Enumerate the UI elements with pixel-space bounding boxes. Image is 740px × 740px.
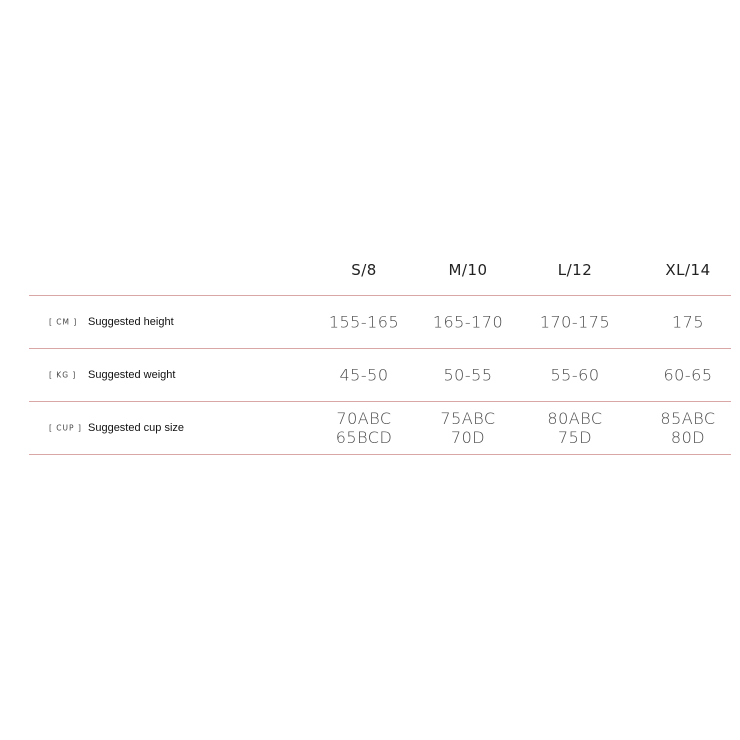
height-cell-l <box>520 313 630 332</box>
cell-value: 165-170 <box>432 312 504 332</box>
cell-value-line2: 65BCD <box>335 428 393 447</box>
cell-value-line2: 75D <box>557 428 593 447</box>
size-chart-table <box>29 255 731 455</box>
cup-row-label: Suggested cup size <box>88 422 185 434</box>
cell-value-line2: 80D <box>670 428 706 447</box>
height-row <box>29 296 731 348</box>
weight-row <box>29 349 731 401</box>
cell-value: 45-50 <box>339 365 389 385</box>
unit-label-cm: [ CM ] <box>49 317 78 327</box>
cup-cell-s <box>309 409 419 447</box>
height-cell-xl <box>633 313 740 332</box>
cup-cell-m <box>413 409 523 447</box>
unit-label-kg: [ KG ] <box>49 370 77 380</box>
cell-value: 175 <box>671 312 705 332</box>
cup-cell-xl <box>633 409 740 447</box>
unit-label-cup: [ CUP ] <box>49 423 82 433</box>
size-header-row <box>29 255 731 295</box>
divider <box>29 454 731 455</box>
weight-row-label: Suggested weight <box>88 369 176 381</box>
cell-value: 50-55 <box>443 365 493 385</box>
cell-value: 55-60 <box>550 365 600 385</box>
cup-row <box>29 402 731 454</box>
cell-value: 155-165 <box>328 312 400 332</box>
size-header-s: S/8 <box>351 261 377 279</box>
cell-value-line1: 70ABC <box>336 409 392 428</box>
weight-cell-m <box>413 366 523 385</box>
cell-value: 60-65 <box>663 365 713 385</box>
cell-value-line1: 85ABC <box>660 409 716 428</box>
height-row-label: Suggested height <box>88 316 174 328</box>
height-cell-s <box>309 313 419 332</box>
cell-value-line1: 75ABC <box>440 409 496 428</box>
height-cell-m <box>413 313 523 332</box>
size-header-m: M/10 <box>448 261 488 279</box>
cell-value: 170-175 <box>539 312 611 332</box>
weight-cell-s <box>309 366 419 385</box>
weight-cell-l <box>520 366 630 385</box>
cell-value-line1: 80ABC <box>547 409 603 428</box>
size-header-xl: XL/14 <box>665 261 711 279</box>
weight-cell-xl <box>633 366 740 385</box>
cup-cell-l <box>520 409 630 447</box>
cell-value-line2: 70D <box>450 428 486 447</box>
size-header-l: L/12 <box>557 261 593 279</box>
